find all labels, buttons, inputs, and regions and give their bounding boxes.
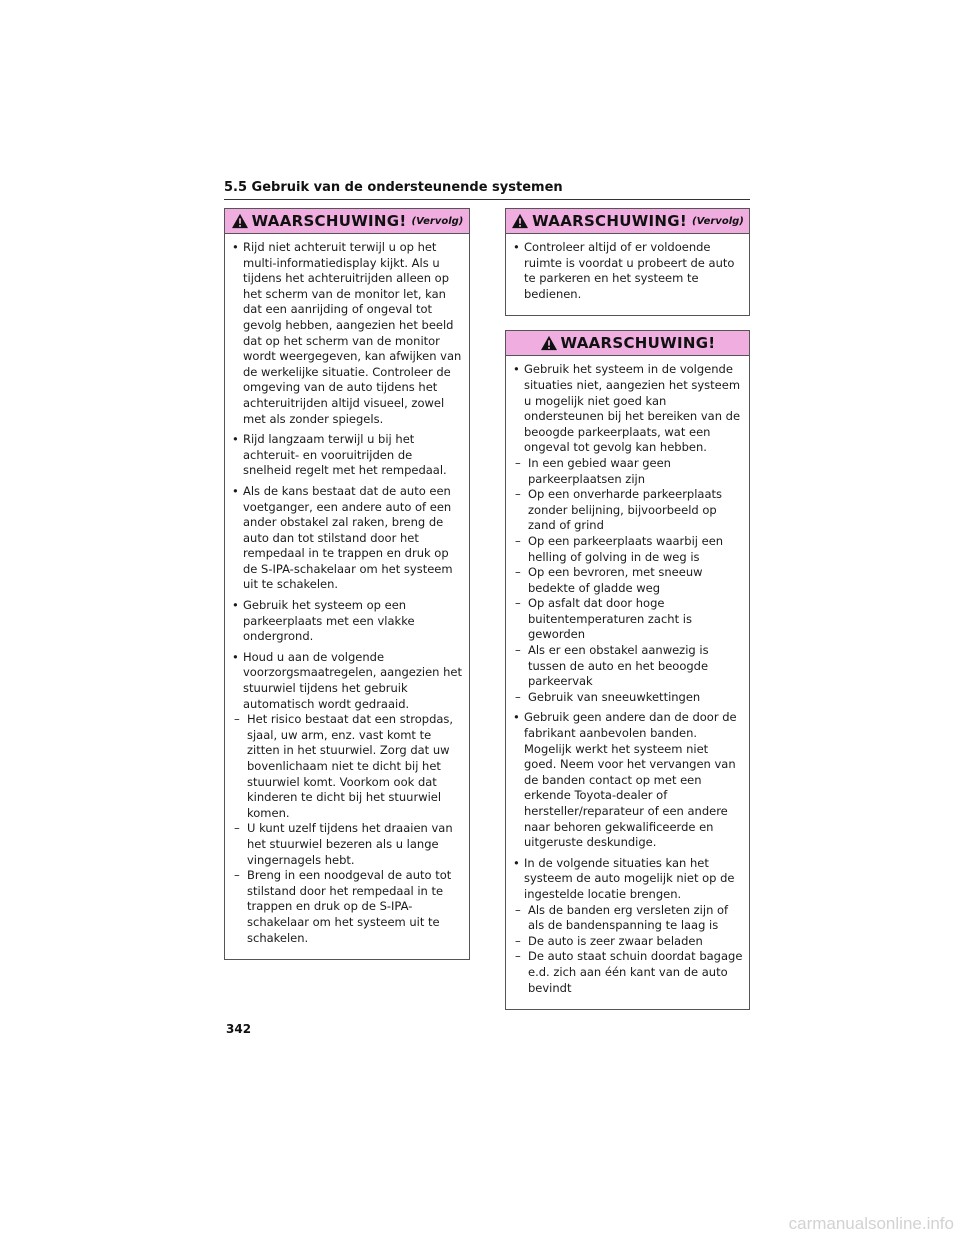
sub-item: – In een gebied waar geen parkeerplaatsen zijn xyxy=(515,456,743,487)
sub-item: – Op een parkeerplaats waarbij een helling of golving in de weg is xyxy=(515,534,743,565)
sub-item: – U kunt uzelf tijdens het draaien van het stuurwiel bezeren als u lange vingernagels hebt. xyxy=(234,821,463,868)
warning-title: WAARSCHUWING! xyxy=(560,334,716,353)
warning-box-right xyxy=(505,330,750,1010)
warning-box-right-continued xyxy=(505,208,750,316)
continued-label: (Vervolg) xyxy=(692,215,744,227)
bullet-item: • Gebruik geen andere dan de door de fabrikant aanbevolen banden. Mogelijk werkt het systeem niet goed. Neem voor het vervangen van de banden contact op met een erkende Toyota-dealer of hersteller/reparateur of een andere naar behoren gekwalificeerde en uitgeruste deskundige. xyxy=(512,710,743,850)
page-number: 342 xyxy=(226,1022,252,1036)
bullet-item: • Als de kans bestaat dat de auto een voetganger, een andere auto of een ander obstakel zal raken, breng de auto dan tot stilstand door het rempedaal in te trappen en druk op de S-IPA-schakelaar om het systeem uit te schakelen. xyxy=(231,484,463,593)
sub-list xyxy=(512,456,743,706)
sub-item: – Als de banden erg versleten zijn of als de bandenspanning te laag is xyxy=(515,903,743,934)
sub-list xyxy=(231,712,463,946)
sub-item: – De auto staat schuin doordat bagage e.d. zich aan één kant van de auto bevindt xyxy=(515,949,743,996)
warning-body xyxy=(225,234,469,959)
sub-item: – Gebruik van sneeuwkettingen xyxy=(515,690,743,706)
bullet-item: • Controleer altijd of er voldoende ruimte is voordat u probeert de auto te parkeren en het systeem te bedienen. xyxy=(512,240,743,302)
warning-body xyxy=(506,356,749,1009)
sub-item: – Op een onverharde parkeerplaats zonder belijning, bijvoorbeeld op zand of grind xyxy=(515,487,743,534)
bullet-item: • Gebruik het systeem in de volgende situaties niet, aangezien het systeem u mogelijk niet goed kan ondersteunen bij het bereiken van de beoogde parkeerplaats, wat een ongeval tot gevolg kan hebben. xyxy=(512,362,743,456)
sub-item: – Als er een obstakel aanwezig is tussen de auto en het beoogde parkeervak xyxy=(515,643,743,690)
warning-title: WAARSCHUWING! xyxy=(251,212,407,230)
sub-item: – De auto is zeer zwaar beladen xyxy=(515,934,743,950)
bullet-item: • Houd u aan de volgende voorzorgsmaatregelen, aangezien het stuurwiel tijdens het gebruik automatisch wordt gedraaid. xyxy=(231,650,463,712)
right-column xyxy=(505,208,750,1022)
warning-box-left xyxy=(224,208,470,960)
warning-header xyxy=(506,331,749,356)
left-column xyxy=(224,208,470,972)
section-title: 5.5 Gebruik van de ondersteunende systemen xyxy=(224,180,750,200)
warning-title: WAARSCHUWING! xyxy=(532,212,688,230)
warning-body xyxy=(506,234,749,315)
warning-triangle-icon xyxy=(540,335,558,351)
sub-list xyxy=(512,903,743,997)
warning-triangle-icon xyxy=(511,213,529,229)
bullet-item: • Rijd niet achteruit terwijl u op het multi-informatiedisplay kijkt. Als u tijdens het achteruitrijden alleen op het scherm van de monitor let, kan dat een aanrijding of ongeval tot gevolg hebben, aangezien het beeld dat op het scherm van de monitor wordt weergegeven, kan afwijken van de werkelijke situatie. Controleer de omgeving van de auto tijdens het achteruitrijden altijd visueel, zowel met als zonder spiegels. xyxy=(231,240,463,427)
continued-label: (Vervolg) xyxy=(411,215,464,227)
watermark: carmanualsonline.info xyxy=(788,1214,954,1233)
sub-item: – Breng in een noodgeval de auto tot stilstand door het rempedaal in te trappen en druk op de S-IPA-schakelaar om het systeem uit te schakelen. xyxy=(234,868,463,946)
warning-triangle-icon xyxy=(231,213,249,229)
bullet-item: • Gebruik het systeem op een parkeerplaats met een vlakke ondergrond. xyxy=(231,598,463,645)
warning-header xyxy=(225,209,469,234)
sub-item: – Het risico bestaat dat een stropdas, sjaal, uw arm, enz. vast komt te zitten in het stuurwiel. Zorg dat uw bovenlichaam niet te dicht bij het stuurwiel komt. Voorkom ook dat kinderen te dicht bij het stuurwiel komen. xyxy=(234,712,463,821)
warning-header xyxy=(506,209,749,234)
bullet-item: • Rijd langzaam terwijl u bij het achteruit- en vooruitrijden de snelheid regelt met het rempedaal. xyxy=(231,432,463,479)
sub-item: – Op een bevroren, met sneeuw bedekte of gladde weg xyxy=(515,565,743,596)
sub-item: – Op asfalt dat door hoge buitentemperaturen zacht is geworden xyxy=(515,596,743,643)
bullet-item: • In de volgende situaties kan het systeem de auto mogelijk niet op de ingestelde locatie brengen. xyxy=(512,856,743,903)
